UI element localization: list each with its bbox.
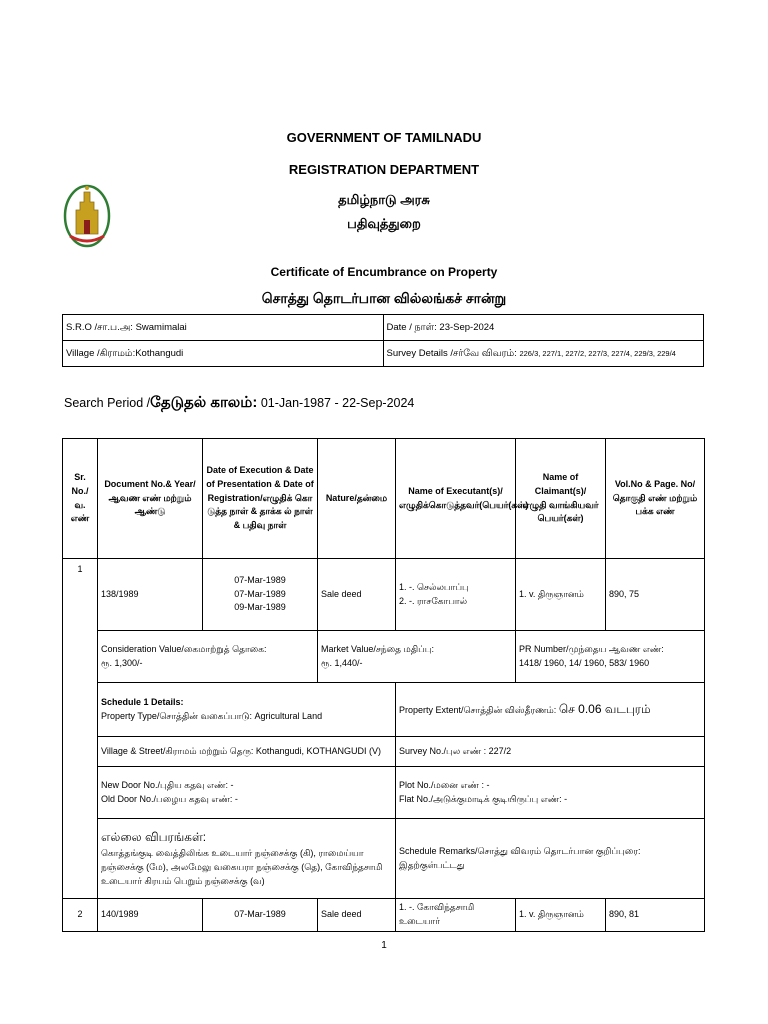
entry-executant: 1. -. கோவிந்தசாமி உடையார்: [396, 899, 516, 932]
property-extent-cell: Property Extent/சொத்தின் விஸ்தீரணம்: செ 0.06 வடபுரம்: [396, 683, 705, 737]
entry-executants: 1. -. செல்லபாப்பு 2. -. ராசகோபால்: [396, 559, 516, 631]
pr-number-cell: PR Number/முந்தைய ஆவண எண்: 1418/ 1960, 14/ 1960, 583/ 1960: [516, 631, 705, 683]
certificate-title: Certificate of Encumbrance on Property: [270, 265, 498, 279]
schedule-remarks-cell: Schedule Remarks/சொத்து விவரம் தொடர்பான குறிப்புரை: இதற்குள்பட்டது: [396, 819, 705, 899]
search-label: Search Period /: [64, 396, 151, 410]
sro-value: Swamimalai: [135, 321, 187, 333]
survey-cell: [383, 341, 704, 367]
col-dates: Date of Execution & Date of Presentation & Date of Registration/எழுதிக் கொ டுத்த நாள் & தாக்க ல் நாள் & பதிவு நாள்: [203, 439, 318, 559]
department-title: REGISTRATION DEPARTMENT: [288, 162, 480, 177]
consideration-cell: Consideration Value/கைமாற்றுத் தொகை: ரூ. 1,300/-: [98, 631, 318, 683]
entry-nature: Sale deed: [318, 559, 396, 631]
government-title-tamil: தமிழ்நாடு அரசு: [338, 192, 430, 207]
survey-value: 226/3, 227/1, 227/2, 227/3, 227/4, 229/3, 229/4: [519, 348, 676, 358]
department-title-tamil: பதிவுத்துறை: [347, 216, 421, 231]
village-value: Kothangudi: [135, 347, 184, 359]
tamilnadu-emblem-icon: [62, 180, 112, 250]
entry-vol-page: 890, 81: [606, 899, 705, 932]
entry-claimant: 1. v. திருஞானம்: [516, 559, 606, 631]
col-vol-page: Vol.No & Page. No/ தொகுதி எண் மற்றும் பக்க எண்: [606, 439, 705, 559]
encumbrance-table: [62, 438, 705, 932]
schedule-row: [63, 683, 705, 737]
date-label: Date / நாள்:: [386, 321, 437, 333]
date-cell: [383, 315, 704, 341]
col-nature: Nature/தன்மை: [318, 439, 396, 559]
plot-flat-cell: Plot No./மனை எண் : - Flat No./அடுக்குமாடிக் குடியிருப்பு எண்: -: [396, 767, 705, 819]
entry-sr-no: 2: [63, 899, 98, 932]
col-executant: Name of Executant(s)/ எழுதிக்கொடுத்தவர்(பெயர்(கள்): [396, 439, 516, 559]
search-period-value: 01-Jan-1987 - 22-Sep-2024: [260, 396, 415, 410]
survey-label: Survey Details /சர்வே விவரம்:: [386, 347, 517, 359]
entry-dates: 07-Mar-1989 07-Mar-1989 09-Mar-1989: [203, 559, 318, 631]
page-number: 1: [381, 940, 387, 951]
sro-label: S.R.O /சா.ப.அ:: [66, 321, 133, 333]
entry-sr-no: 1: [63, 559, 98, 899]
boundary-cell: எல்லை விபரங்கள்: கொத்தங்குடி வைத்திலிங்க உடையார் நஞ்சைக்கு (கி), ராமைய்யா நஞ்சைக்கு (மே), அலமேலு வகையரா நஞ்சைக்கு (தெ), கோவிந்தசாமி உடையார் கிரயம் பெறும் நஞ்சைக்கு (வ): [98, 819, 396, 899]
col-sr-no: Sr. No./ வ. எண்: [63, 439, 98, 559]
door-no-cell: New Door No./புதிய கதவு எண்: - Old Door No./பழைய கதவு எண்: -: [98, 767, 396, 819]
boundary-row: [63, 819, 705, 899]
sro-cell: [63, 315, 384, 341]
office-info-table: [62, 314, 704, 367]
table-row: [63, 899, 705, 932]
entry-nature: Sale deed: [318, 899, 396, 932]
market-value-cell: Market Value/சந்தை மதிப்பு: ரூ. 1,440/-: [318, 631, 516, 683]
entry-vol-page: 890, 75: [606, 559, 705, 631]
certificate-title-tamil: சொத்து தொடர்பான வில்லங்கச் சான்று: [261, 290, 507, 306]
col-document-no: Document No.& Year/ ஆவண எண் மற்றும் ஆண்டு: [98, 439, 203, 559]
village-label: Village /கிராமம்:: [66, 347, 136, 359]
village-street-cell: Village & Street/கிராமம் மற்றும் தெரு: Kothangudi, KOTHANGUDI (V): [98, 737, 396, 767]
survey-no-cell: Survey No./புல எண் : 227/2: [396, 737, 705, 767]
col-claimant: Name of Claimant(s)/ எழுதி வாங்கியவர் பெயர்(கள்): [516, 439, 606, 559]
table-header-row: [63, 439, 705, 559]
date-value: 23-Sep-2024: [439, 321, 495, 333]
search-period: [64, 394, 414, 413]
search-label-tamil: தேடுதல் காலம்:: [150, 394, 258, 411]
consideration-row: [63, 631, 705, 683]
entry-document-no: 140/1989: [98, 899, 203, 932]
government-title: GOVERNMENT OF TAMILNADU: [286, 130, 482, 145]
table-row: [63, 559, 705, 631]
village-street-row: [63, 737, 705, 767]
entry-document-no: 138/1989: [98, 559, 203, 631]
door-row: [63, 767, 705, 819]
village-cell: [63, 341, 384, 367]
entry-date: 07-Mar-1989: [203, 899, 318, 932]
entry-claimant: 1. v. திருஞானம்: [516, 899, 606, 932]
schedule-details-cell: Schedule 1 Details: Property Type/சொத்தின் வகைப்பாடு: Agricultural Land: [98, 683, 396, 737]
